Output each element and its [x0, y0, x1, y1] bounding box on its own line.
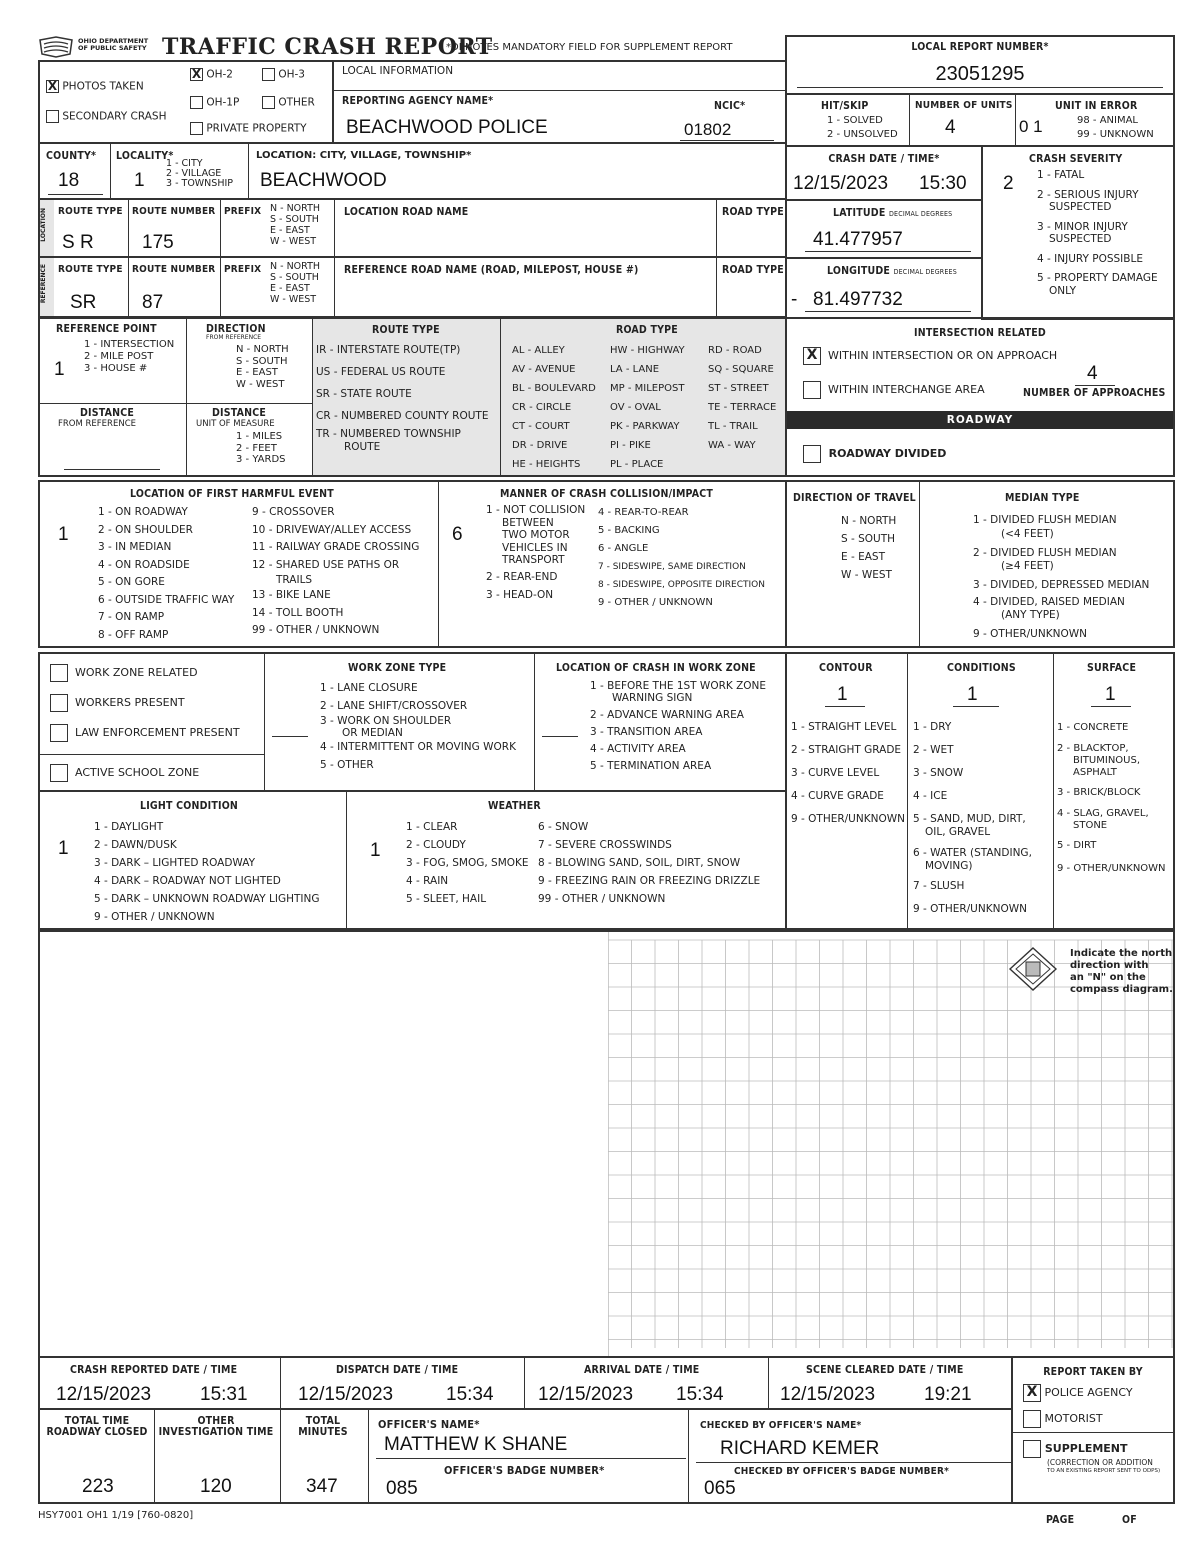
within-interchange-field[interactable] [803, 381, 985, 399]
photos-taken-label: PHOTOS TAKEN [62, 80, 144, 93]
light-weather-block [38, 790, 787, 930]
roadway-closed-value[interactable]: 223 [82, 1476, 114, 1497]
county-row [38, 142, 787, 200]
other-label: OTHER [278, 96, 315, 109]
of-label: OF [1122, 1514, 1137, 1526]
locality-options: 1 - CITY 2 - VILLAGE 3 - TOWNSHIP [166, 158, 233, 189]
severity-options: 1 - FATAL 2 - SERIOUS INJURY SUSPECTED 3 - MINOR INJURY SUSPECTED 4 - INJURY POSSIBLE 5 - PROPERTY DAMAGE ONLY [1037, 169, 1158, 297]
page-label: PAGE [1046, 1514, 1075, 1526]
private-property-checkbox[interactable] [190, 122, 203, 135]
arrival-time[interactable]: 15:34 [676, 1384, 724, 1405]
secondary-crash-label: SECONDARY CRASH [62, 110, 167, 123]
workzone-related-checkbox[interactable] [50, 664, 68, 682]
other-field[interactable] [262, 96, 315, 110]
hitskip-opt2: 2 - UNSOLVED [827, 129, 898, 140]
distance-unit-label: DISTANCE [212, 407, 266, 419]
ref-road-type-label: ROAD TYPE [722, 264, 784, 276]
dispatch-label: DISPATCH DATE / TIME [336, 1364, 459, 1376]
supplement-field[interactable] [1023, 1440, 1128, 1458]
distance-unit-options: 1 - MILES 2 - FEET 3 - YARDS [236, 431, 286, 465]
law-enforcement-field[interactable] [50, 724, 240, 742]
location-label: LOCATION: CITY, VILLAGE, TOWNSHIP* [256, 150, 472, 161]
form-id: HSY7001 OH1 1/19 [760-0820] [38, 1510, 194, 1521]
reference-route-row [38, 256, 787, 318]
times-row [38, 1356, 1013, 1410]
secondary-crash-field[interactable] [46, 110, 167, 124]
first-harmful-options-b: 9 - CROSSOVER 10 - DRIVEWAY/ALLEY ACCESS 11 - RAILWAY GRADE CROSSING 12 - SHARED USE PATHS OR TRAILS 13 - BIKE LANE 14 - TOLL BOOTH 99 - OTHER / UNKNOWN [252, 506, 420, 636]
mandatory-note: *DENOTES MANDATORY FIELD FOR SUPPLEMENT REPORT [446, 42, 733, 53]
ref-point-label: REFERENCE POINT [56, 323, 157, 335]
location-route-row [38, 198, 787, 258]
ref-route-number-label: ROUTE NUMBER [132, 264, 216, 275]
oh2-field[interactable] [190, 68, 233, 82]
dispatch-time[interactable]: 15:34 [446, 1384, 494, 1405]
ref-prefix-label: PREFIX [224, 264, 262, 275]
latitude-value[interactable]: 41.477957 [813, 229, 903, 250]
other-investigation-label: OTHER INVESTIGATION TIME [158, 1415, 274, 1438]
locality-value[interactable]: 1 [134, 170, 145, 191]
other-checkbox[interactable] [262, 96, 275, 109]
road-type-list-a: AL - ALLEY AV - AVENUE BL - BOULEVARD CR - CIRCLE CT - COURT DR - DRIVE HE - HEIGHTS [512, 345, 596, 470]
private-property-field[interactable] [190, 122, 307, 136]
distance-from-ref: FROM REFERENCE [58, 419, 136, 429]
oh3-checkbox[interactable] [262, 68, 275, 81]
prefix-label: PREFIX [224, 206, 262, 217]
private-property-label: PRIVATE PROPERTY [206, 122, 307, 135]
school-zone-field[interactable] [50, 764, 199, 782]
conditions-label: CONDITIONS [947, 662, 1016, 674]
direction-label: DIRECTION [206, 323, 266, 335]
roadway-divided-checkbox[interactable] [803, 445, 821, 463]
manner-options-b: 4 - REAR-TO-REAR 5 - BACKING 6 - ANGLE 7 - SIDESWIPE, SAME DIRECTION 8 - SIDESWIPE, OPPOSITE DIRECTION 9 - OTHER / UNKNOWN [598, 507, 765, 608]
latitude-block [785, 199, 983, 259]
crash-datetime-label: CRASH DATE / TIME* [828, 153, 940, 165]
roadway-divided-field[interactable] [803, 445, 946, 463]
road-conditions-block [785, 652, 1175, 930]
light-options: 1 - DAYLIGHT 2 - DAWN/DUSK 3 - DARK – LIGHTED ROADWAY 4 - DARK – ROADWAY NOT LIGHTED 5 - DARK – UNKNOWN ROADWAY LIGHTING 9 - OTHER / UNKNOWN [94, 821, 320, 923]
ref-road-label: REFERENCE ROAD NAME (ROAD, MILEPOST, HOUSE #) [344, 264, 639, 276]
reported-date[interactable]: 12/15/2023 [56, 1384, 152, 1405]
workzone-related-field[interactable] [50, 664, 198, 682]
longitude-label: LONGITUDE DECIMAL DEGREES [827, 265, 957, 277]
motorist-field[interactable] [1023, 1410, 1103, 1428]
odps-seal-icon [38, 36, 74, 58]
dispatch-date[interactable]: 12/15/2023 [298, 1384, 394, 1405]
crash-time[interactable]: 15:30 [919, 173, 967, 194]
officer-badge-label: OFFICER'S BADGE NUMBER* [444, 1464, 605, 1477]
local-report-box [785, 35, 1175, 95]
checked-name-value[interactable]: RICHARD KEMER [720, 1438, 880, 1459]
ref-route-type-label: ROUTE TYPE [58, 264, 123, 275]
agency-label: REPORTING AGENCY NAME* [342, 95, 494, 107]
workzone-type-options: 1 - LANE CLOSURE 2 - LANE SHIFT/CROSSOVER 3 - WORK ON SHOULDER OR MEDIAN 4 - INTERMITTENT OR MOVING WORK 5 - OTHER [320, 682, 516, 771]
unit-error-opt98: 98 - ANIMAL [1077, 115, 1139, 126]
workers-present-field[interactable] [50, 694, 185, 712]
photos-taken-checkbox[interactable]: X [47, 79, 58, 93]
workzone-related-label: WORK ZONE RELATED [75, 666, 198, 679]
location-road-label: LOCATION ROAD NAME [344, 206, 469, 218]
ncic-value[interactable]: 01802 [684, 120, 732, 139]
side-location-label: LOCATION [40, 208, 47, 242]
light-label: LIGHT CONDITION [140, 800, 239, 812]
longitude-sign: - [791, 289, 798, 310]
ref-route-type-value[interactable]: SR [70, 292, 97, 313]
flags-block [38, 60, 334, 144]
roadway-closed-label: TOTAL TIME ROADWAY CLOSED [46, 1415, 148, 1438]
weather-options-b: 6 - SNOW 7 - SEVERE CROSSWINDS 8 - BLOWING SAND, SOIL, DIRT, SNOW 9 - FREEZING RAIN OR FREEZING DRIZZLE 99 - OTHER / UNKNOWN [538, 821, 761, 905]
oh3-field[interactable] [262, 68, 305, 82]
route-type-value[interactable]: S R [62, 232, 94, 253]
oh2-checkbox[interactable]: X [191, 67, 202, 81]
route-type-list: IR - INTERSTATE ROUTE(TP) US - FEDERAL US ROUTE SR - STATE ROUTE CR - NUMBERED COUNTY ROUTE TR - NUMBERED TOWNSHIP ROUTE [316, 344, 489, 453]
oh1p-field[interactable] [190, 96, 239, 110]
hitskip-block [785, 93, 1175, 147]
surface-options: 1 - CONCRETE 2 - BLACKTOP, BITUMINOUS, ASPHALT 3 - BRICK/BLOCK 4 - SLAG, GRAVEL, STONE 5 - DIRT 9 - OTHER/UNKNOWN [1057, 722, 1166, 874]
contour-label: CONTOUR [819, 662, 873, 674]
ref-route-number-value[interactable]: 87 [142, 292, 164, 313]
reported-label: CRASH REPORTED DATE / TIME [70, 1364, 238, 1376]
supplement-note: (CORRECTION OR ADDITION TO AN EXISTING REPORT SENT TO ODPS) [1047, 1458, 1161, 1474]
hitskip-opt1: 1 - SOLVED [827, 115, 883, 126]
motorist-checkbox[interactable] [1023, 1410, 1041, 1428]
conditions-options: 1 - DRY 2 - WET 3 - SNOW 4 - ICE 5 - SAND, MUD, DIRT, OIL, GRAVEL 6 - WATER (STANDING, MOVING) 7 - SLUSH 9 - OTHER/UNKNOWN [913, 721, 1032, 915]
weather-options-a: 1 - CLEAR 2 - CLOUDY 3 - FOG, SMOG, SMOKE 4 - RAIN 5 - SLEET, HAIL [406, 821, 529, 905]
within-intersection-label: WITHIN INTERSECTION OR ON APPROACH [828, 349, 1058, 362]
contour-options: 1 - STRAIGHT LEVEL 2 - STRAIGHT GRADE 3 - CURVE LEVEL 4 - CURVE GRADE 9 - OTHER/UNKNOWN [791, 721, 905, 825]
weather-label: WEATHER [488, 800, 541, 812]
direction-options: N - NORTH S - SOUTH E - EAST W - WEST [236, 344, 289, 390]
officer-row [38, 1408, 1013, 1504]
reference-block [38, 317, 787, 477]
cleared-label: SCENE CLEARED DATE / TIME [806, 1364, 964, 1376]
crash-date[interactable]: 12/15/2023 [793, 173, 889, 194]
route-number-value[interactable]: 175 [142, 232, 174, 253]
road-type-list-c: RD - ROAD SQ - SQUARE ST - STREET TE - TERRACE TL - TRAIL WA - WAY [708, 345, 777, 451]
total-minutes-value[interactable]: 347 [306, 1476, 338, 1497]
workzone-type-label: WORK ZONE TYPE [348, 662, 447, 674]
unit-error-value[interactable]: 0 1 [1019, 117, 1043, 136]
police-agency-checkbox[interactable]: X [1023, 1384, 1041, 1402]
workzone-location-label: LOCATION OF CRASH IN WORK ZONE [556, 662, 756, 674]
distance-unit-sub: UNIT OF MEASURE [196, 419, 275, 429]
other-investigation-value[interactable]: 120 [200, 1476, 232, 1497]
within-intersection-checkbox[interactable]: X [803, 347, 821, 365]
officer-name-value[interactable]: MATTHEW K SHANE [384, 1434, 568, 1455]
weather-value[interactable]: 1 [370, 840, 381, 861]
agency-name[interactable]: BEACHWOOD POLICE [346, 117, 548, 138]
crash-date-block [785, 145, 983, 201]
travel-median-block [785, 480, 1175, 648]
units-value[interactable]: 4 [945, 117, 956, 138]
workers-present-label: WORKERS PRESENT [75, 696, 185, 709]
cleared-date[interactable]: 12/15/2023 [780, 1384, 876, 1405]
severity-value[interactable]: 2 [1003, 173, 1014, 194]
school-zone-label: ACTIVE SCHOOL ZONE [75, 766, 200, 779]
first-harmful-options-a: 1 - ON ROADWAY 2 - ON SHOULDER 3 - IN MEDIAN 4 - ON ROADSIDE 5 - ON GORE 6 - OUTSIDE TRAFFIC WAY 7 - ON RAMP 8 - OFF RAMP [98, 506, 235, 641]
county-value[interactable]: 18 [58, 170, 80, 191]
workzone-block [38, 652, 787, 792]
county-label: COUNTY* [46, 150, 97, 162]
direction-travel-label: DIRECTION OF TRAVEL [793, 492, 916, 504]
locality-label: LOCALITY* [116, 150, 174, 162]
light-value[interactable]: 1 [58, 838, 69, 859]
units-label: NUMBER OF UNITS [915, 100, 1013, 111]
report-title: TRAFFIC CRASH REPORT [162, 34, 493, 60]
latitude-label: LATITUDE DECIMAL DEGREES [833, 207, 953, 219]
total-minutes-label: TOTAL MINUTES [298, 1415, 348, 1438]
manner-label: MANNER OF CRASH COLLISION/IMPACT [500, 488, 713, 500]
school-zone-checkbox[interactable] [50, 764, 68, 782]
within-interchange-checkbox[interactable] [803, 381, 821, 399]
supplement-checkbox[interactable] [1023, 1440, 1041, 1458]
road-type-list-b: HW - HIGHWAY LA - LANE MP - MILEPOST OV - OVAL PK - PARKWAY PI - PIKE PL - PLACE [610, 345, 685, 470]
side-reference-label: REFERENCE [40, 264, 47, 304]
approaches-label: NUMBER OF APPROACHES [1023, 387, 1166, 399]
roadway-header: ROADWAY [787, 411, 1173, 429]
officer-name-label: OFFICER'S NAME* [378, 1418, 480, 1431]
within-intersection-field[interactable] [803, 347, 1057, 365]
unit-error-label: UNIT IN ERROR [1055, 100, 1138, 112]
distance-label: DISTANCE [80, 407, 134, 419]
direction-from-ref: FROM REFERENCE [206, 334, 262, 341]
hitskip-label: HIT/SKIP [821, 100, 869, 112]
arrival-label: ARRIVAL DATE / TIME [584, 1364, 700, 1376]
longitude-value[interactable]: 81.497732 [813, 289, 903, 310]
compass-icon[interactable] [1008, 946, 1058, 992]
police-agency-field[interactable] [1023, 1384, 1133, 1402]
odps-logo [38, 36, 158, 58]
law-enforcement-label: LAW ENFORCEMENT PRESENT [75, 726, 240, 739]
police-agency-label: POLICE AGENCY [1044, 1386, 1133, 1399]
longitude-block [785, 257, 983, 319]
local-report-number[interactable]: 23051295 [935, 63, 1025, 85]
ref-point-options: 1 - INTERSECTION 2 - MILE POST 3 - HOUSE # [84, 339, 175, 374]
route-type-label: ROUTE TYPE [58, 206, 123, 217]
workzone-location-options: 1 - BEFORE THE 1ST WORK ZONE WARNING SIGN 2 - ADVANCE WARNING AREA 3 - TRANSITION AREA 4 - ACTIVITY AREA 5 - TERMINATION AREA [590, 680, 767, 772]
checked-name-label: CHECKED BY OFFICER'S NAME* [700, 1420, 862, 1431]
officer-badge-value[interactable]: 085 [386, 1478, 418, 1499]
secondary-crash-checkbox[interactable] [46, 110, 59, 123]
direction-travel-options: N - NORTH S - SOUTH E - EAST W - WEST [841, 515, 897, 581]
local-info-label: LOCAL INFORMATION [342, 65, 454, 77]
oh1p-label: OH-1P [206, 96, 240, 109]
ref-prefix-directions: N - NORTH S - SOUTH E - EAST W - WEST [270, 261, 321, 305]
report-taken-block [1011, 1356, 1175, 1504]
first-harmful-value[interactable]: 1 [58, 524, 69, 545]
within-interchange-label: WITHIN INTERCHANGE AREA [828, 383, 985, 396]
conditions-value[interactable]: 1 [967, 684, 978, 705]
oh2-label: OH-2 [206, 68, 233, 81]
reported-time[interactable]: 15:31 [200, 1384, 248, 1405]
surface-value[interactable]: 1 [1105, 684, 1116, 705]
approaches-value[interactable]: 4 [1087, 363, 1098, 384]
severity-block [981, 145, 1175, 320]
ncic-label: NCIC* [714, 100, 746, 112]
median-type-label: MEDIAN TYPE [1005, 492, 1080, 504]
surface-label: SURFACE [1087, 662, 1137, 674]
severity-label: CRASH SEVERITY [1029, 153, 1123, 165]
road-type-list-label: ROAD TYPE [616, 324, 678, 336]
ref-point-value[interactable]: 1 [54, 359, 65, 380]
agency-block [332, 60, 787, 144]
arrival-date[interactable]: 12/15/2023 [538, 1384, 634, 1405]
harmful-event-block [38, 480, 787, 648]
median-type-options: 1 - DIVIDED FLUSH MEDIAN (<4 FEET) 2 - DIVIDED FLUSH MEDIAN (≥4 FEET) 3 - DIVIDED, DEPRESSED MEDIAN 4 - DIVIDED, RAISED MEDIAN (ANY TYPE) 9 - OTHER/UNKNOWN [973, 514, 1150, 640]
photos-taken-field[interactable] [46, 80, 144, 94]
oh1p-checkbox[interactable] [190, 96, 203, 109]
dept-logo-text: OHIO DEPARTMENT OF PUBLIC SAFETY [78, 37, 149, 52]
route-type-list-label: ROUTE TYPE [372, 324, 440, 336]
unit-error-opt99: 99 - UNKNOWN [1077, 129, 1154, 140]
workers-present-checkbox[interactable] [50, 694, 68, 712]
intersection-label: INTERSECTION RELATED [914, 327, 1046, 339]
supplement-label: SUPPLEMENT [1044, 1442, 1128, 1455]
manner-options-a: 1 - NOT COLLISION BETWEEN TWO MOTOR VEHICLES IN TRANSPORT 2 - REAR-END 3 - HEAD-ON [486, 504, 586, 601]
diagram-area[interactable] [38, 930, 1175, 1358]
oh3-label: OH-3 [278, 68, 305, 81]
motorist-label: MOTORIST [1044, 1412, 1103, 1425]
intersection-block [785, 317, 1175, 477]
roadway-divided-label: ROADWAY DIVIDED [828, 447, 947, 460]
manner-value[interactable]: 6 [452, 524, 463, 545]
prefix-directions: N - NORTH S - SOUTH E - EAST W - WEST [270, 203, 321, 247]
cleared-time[interactable]: 19:21 [924, 1384, 972, 1405]
checked-badge-label: CHECKED BY OFFICER'S BADGE NUMBER* [734, 1466, 950, 1477]
north-note: Indicate the north direction with an "N" on the compass diagram. [1070, 948, 1173, 995]
location-value[interactable]: BEACHWOOD [260, 170, 387, 191]
law-enforcement-checkbox[interactable] [50, 724, 68, 742]
route-number-label: ROUTE NUMBER [132, 206, 216, 217]
first-harmful-label: LOCATION OF FIRST HARMFUL EVENT [130, 488, 334, 500]
report-taken-label: REPORT TAKEN BY [1043, 1366, 1143, 1378]
checked-badge-value[interactable]: 065 [704, 1478, 736, 1499]
contour-value[interactable]: 1 [837, 684, 848, 705]
road-type-label: ROAD TYPE [722, 206, 784, 218]
local-report-label: LOCAL REPORT NUMBER* [911, 41, 1049, 53]
